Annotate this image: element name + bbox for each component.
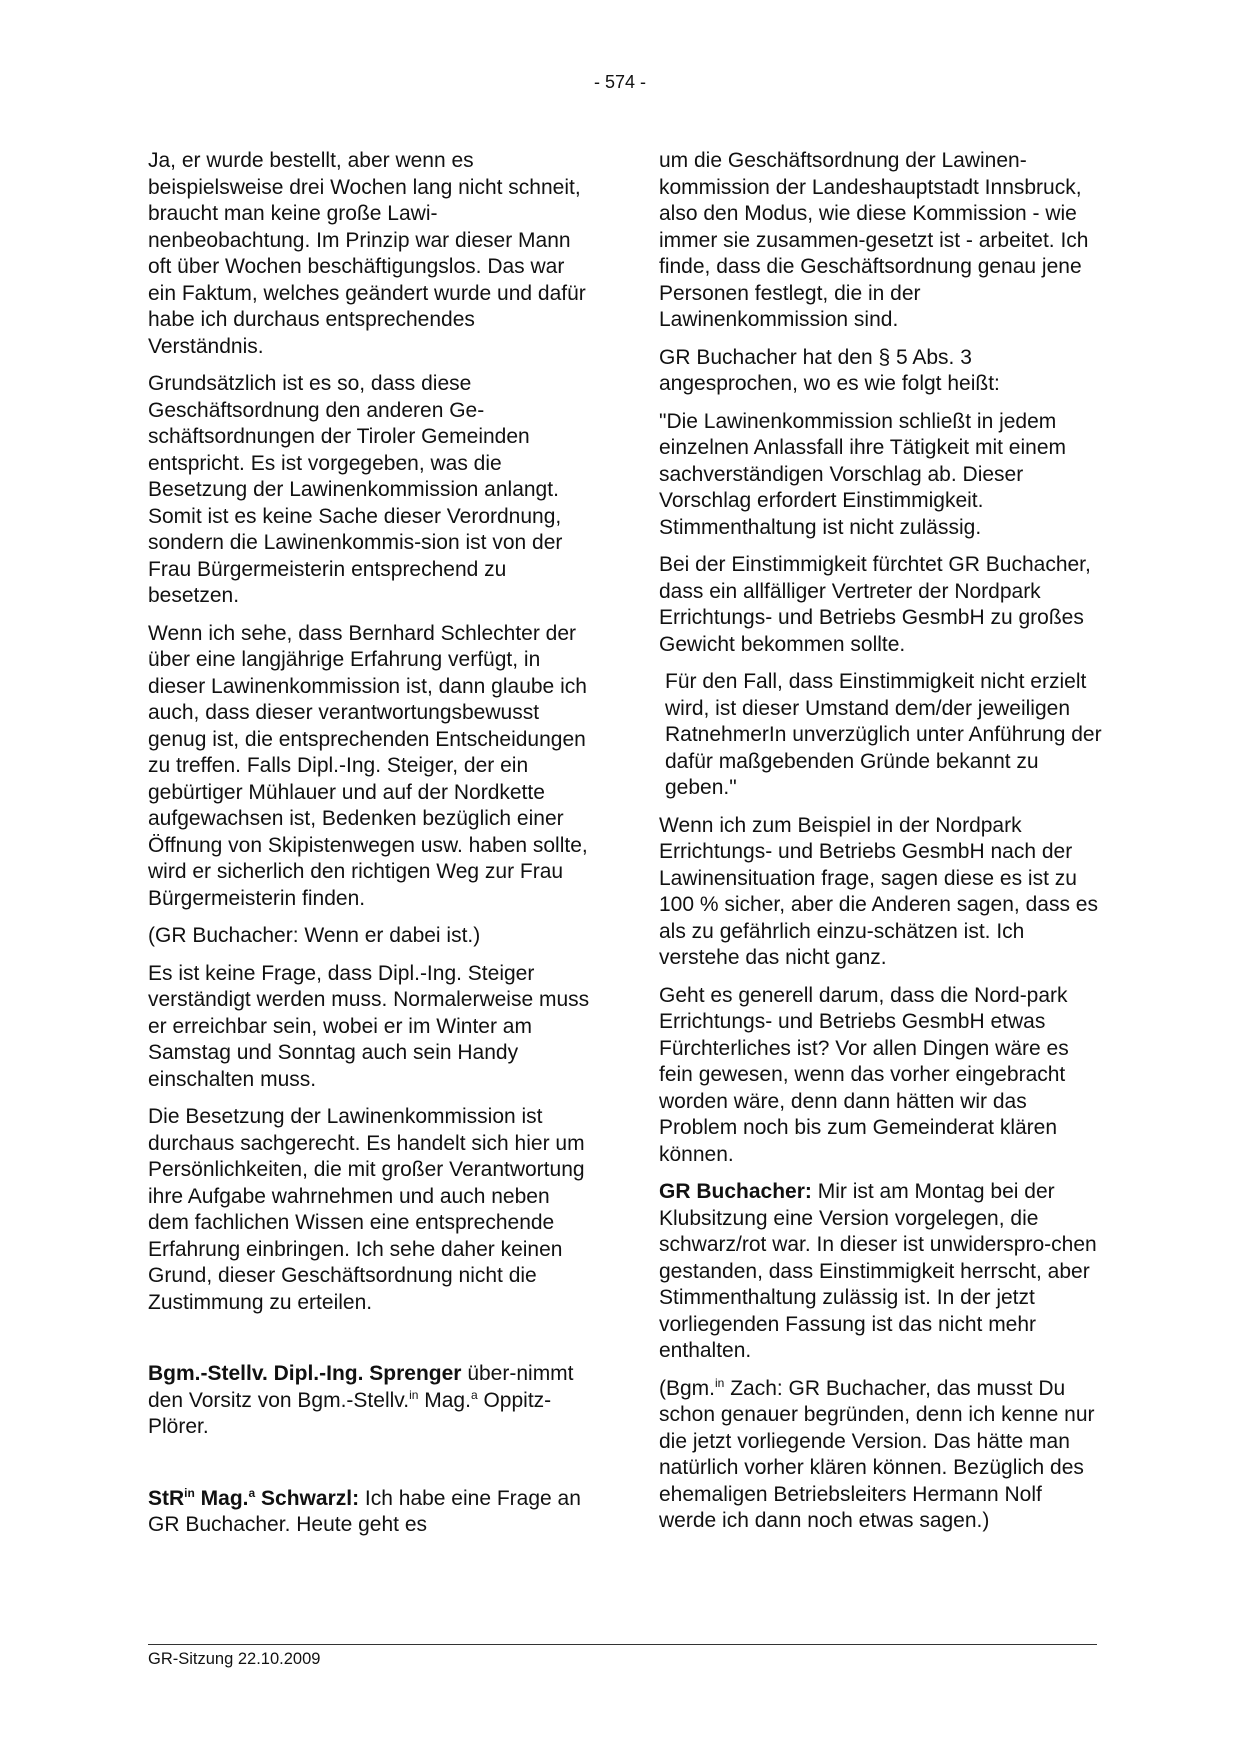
paragraph: Wenn ich sehe, dass Bernhard Schlechter der über eine langjährige Erfahrung verfügt, in dieser Lawinenkommission ist, dann glaube ich auch, dass dieser verantwortungsbewusst genug ist, die entsprechenden Entscheidungen zu treffen. Falls Dipl.-Ing. Steiger, der ein gebürtiger Mühlauer und auf der Nordkette aufgewachsen ist, Bedenken bezüglich einer Öffnung von Skipistenwegen usw. haben sollte, wird er sicherlich den richtigen Weg zur Frau Bürgermeisterin finden. [148, 621, 588, 910]
page-number: - 574 - [593, 72, 647, 92]
footer-divider [148, 1644, 1097, 1645]
speaker-statement [148, 1486, 593, 1539]
quote: "Die Lawinenkommission schließt in jedem einzelnen Anlassfall ihre Tätigkeit mit einem sachverständigen Vorschlag ab. Dieser Vorschlag erfordert Einstimmigkeit. Stimmenthaltung ist nicht zulässig. [659, 409, 1066, 539]
paragraph: Grundsätzlich ist es so, dass diese Geschäftsordnung den anderen Ge-schäftsordnungen der Tiroler Gemeinden entspricht. Es ist vorgegeben, was die Besetzung der Lawinenkommission anlangt. Somit ist es keine Sache dieser Verordnung, sondern die Lawinenkommis-sion ist von der Frau Bürgermeisterin entsprechend zu besetzen. [148, 372, 563, 607]
superscript: a [248, 1485, 256, 1500]
paragraph: Bei der Einstimmigkeit fürchtet GR Buchacher, dass ein allfälliger Vertreter der Nordpark Errichtungs- und Betriebs GesmbH zu großes Gewicht bekommen sollte. [659, 553, 1091, 656]
quote: Für den Fall, dass Einstimmigkeit nicht erzielt wird, ist dieser Umstand dem/der jeweiligen RatnehmerIn unverzüglich unter Anführung der dafür maßgebenden Gründe bekannt zu geben." [665, 670, 1102, 799]
footer-session-date: GR-Sitzung 22.10.2009 [148, 1650, 321, 1668]
note-text: Oppitz-Plörer. [148, 1388, 552, 1438]
right-column [659, 148, 1104, 1546]
paragraph: Es ist keine Frage, dass Dipl.-Ing. Steiger verständigt werden muss. Normalerweise muss er erreichbar sein, wobei er im Winter am Samstag und Sonntag auch sein Handy einschalten muss. [148, 961, 590, 1091]
speaker-name: Bgm.-Stellv. Dipl.-Ing. Sprenger [148, 1362, 462, 1385]
paragraph: Ja, er wurde bestellt, aber wenn es beispielsweise drei Wochen lang nicht schneit, braucht man keine große Lawi-nenbeobachtung. Im Prinzip war dieser Mann oft über Wochen beschäftigungslos. Das war ein Faktum, welches geändert wurde und dafür habe ich durchaus entsprechendes Verständnis. [148, 149, 586, 358]
statement-text: Ich habe eine Frage an GR Buchacher. Heute geht es [148, 1486, 581, 1536]
interjection-text: Zach: GR Buchacher, das musst Du schon genauer begründen, denn ich kenne nur die jetzt vorliegende Version. Das hätte man natürlich vorher klären können. Bezüglich des ehemaligen Betriebsleiters Hermann Nolf werde ich dann noch etwas sagen.) [659, 1376, 1095, 1532]
left-column [148, 148, 593, 1550]
superscript: in [715, 1375, 725, 1390]
paragraph: Wenn ich zum Beispiel in der Nordpark Errichtungs- und Betriebs GesmbH nach der Lawinensituation frage, sagen diese es ist zu 100 % sicher, aber die Anderen sagen, dass es als zu gefährlich einzu-schätzen ist. Ich verstehe das nicht ganz. [659, 813, 1098, 969]
note-text: Mag. [418, 1388, 471, 1412]
superscript: a [470, 1387, 478, 1402]
paragraph: Die Besetzung der Lawinenkommission ist durchaus sachgerecht. Es handelt sich hier um Persönlichkeiten, die mit großer Verantwortung ihre Aufgabe wahrnehmen und auch neben dem fachlichen Wissen eine entsprechende Erfahrung einbringen. Ich sehe daher keinen Grund, dieser Geschäftsordnung nicht die Zustimmung zu erteilen. [148, 1105, 585, 1314]
interjection [659, 1376, 1104, 1535]
speaker-part: Mag. [194, 1486, 249, 1510]
superscript: in [409, 1387, 419, 1402]
paragraph: Geht es generell darum, dass die Nord-park Errichtungs- und Betriebs GesmbH etwas Fürchterliches ist? Vor allen Dingen wäre es fein gewesen, wenn das vorher eingebracht worden wäre, denn dann hätten wir das Problem noch bis zum Gemeinderat klären können. [659, 983, 1069, 1166]
speaker-part: Schwarzl: [255, 1486, 360, 1510]
chair-change-note [148, 1361, 593, 1441]
speaker-statement [659, 1179, 1104, 1365]
speaker-name [148, 1487, 359, 1510]
interjection-text: (Bgm. [659, 1376, 716, 1400]
superscript: in [184, 1485, 195, 1500]
paragraph: GR Buchacher hat den § 5 Abs. 3 angesprochen, wo es wie folgt heißt: [659, 345, 1000, 395]
speaker-name: GR Buchacher: [659, 1180, 812, 1203]
speaker-part: StR [148, 1486, 185, 1510]
interjection: (GR Buchacher: Wenn er dabei ist.) [148, 924, 481, 947]
note-text: über-nimmt den Vorsitz von Bgm.-Stellv. [148, 1362, 574, 1412]
paragraph: um die Geschäftsordnung der Lawinen-kommission der Landeshauptstadt Innsbruck, also den Modus, wie diese Kommission - wie immer sie zusammen-gesetzt ist - arbeitet. Ich finde, dass die Geschäftsordnung genau jene Personen festlegt, die in der Lawinenkommission sind. [659, 149, 1089, 331]
statement-text: Mir ist am Montag bei der Klubsitzung eine Version vorgelegen, die schwarz/rot war. In dieser ist unwiderspro-chen gestanden, dass Einstimmigkeit herrscht, aber Stimmenthaltung zulässig ist. In der jetzt vorliegenden Fassung ist das nicht mehr enthalten. [659, 1180, 1097, 1362]
